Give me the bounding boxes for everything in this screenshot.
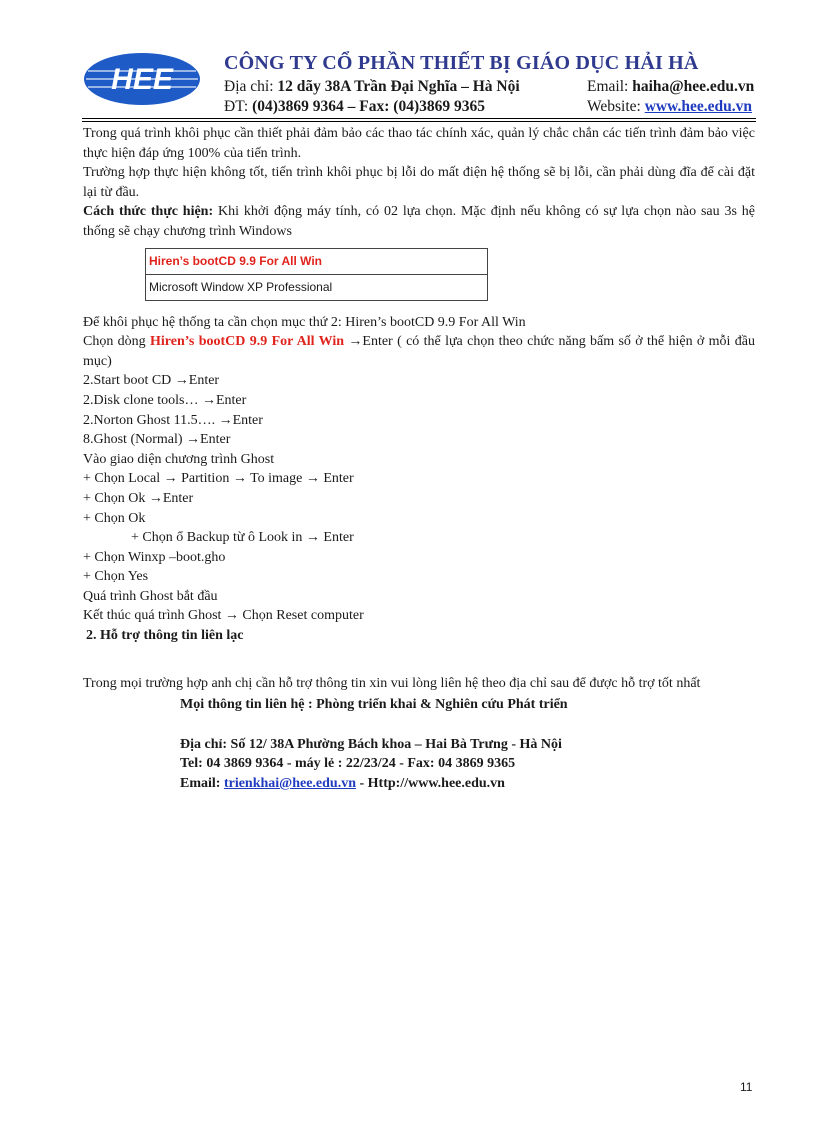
step-item: + Chọn ổ Backup từ ô Look in → Enter <box>131 530 354 546</box>
contact-website: - Http://www.hee.edu.vn <box>359 776 505 792</box>
email-line <box>587 78 754 96</box>
step-item: + Chọn Ok →Enter <box>83 490 194 506</box>
contact-email-label: Email: <box>180 776 221 792</box>
step-item: + Chọn Ok <box>83 510 146 526</box>
step-item: Vào giao diện chương trình Ghost <box>83 451 275 467</box>
email-label: Email: <box>587 78 629 95</box>
contact-address: Địa chỉ: Số 12/ 38A Phường Bách khoa – Hai Bà Trưng - Hà Nội <box>180 736 562 752</box>
phone-value: (04)3869 9364 – Fax: <box>252 98 390 115</box>
paragraph-warning: Trường hợp thực hiện không tốt, tiến trình khôi phục bị lỗi do mất điện hệ thống sẽ bị lỗi, cần phải dùng đĩa để cài đặt lại từ đầu. <box>83 165 755 200</box>
select-hirens-highlight: Hiren’s bootCD 9.9 For All Win <box>150 334 345 350</box>
logo-text: HEE <box>111 63 173 96</box>
paragraph-intro: Trong quá trình khôi phục cần thiết phải đảm bảo các thao tác chính xác, quản lý chắc chắn các tiến trình đảm bảo việc thực hiện đáp ứng 100% của tiến trình. <box>83 126 755 161</box>
website-label: Website: <box>587 98 641 115</box>
website-line <box>587 98 752 116</box>
contact-title: Mọi thông tin liên hệ : Phòng triển khai & Nghiên cứu Phát triển <box>180 697 568 713</box>
header-rule <box>82 118 756 119</box>
step-item: 2.Norton Ghost 11.5…. →Enter <box>83 412 263 428</box>
step-item: + Chọn Yes <box>83 569 149 585</box>
address-line <box>224 78 520 96</box>
paragraph-select-line <box>83 332 755 371</box>
step-item: Kết thúc quá trình Ghost → Chọn Reset computer <box>83 608 364 624</box>
step-item: 2.Disk clone tools… →Enter <box>83 392 247 408</box>
contact-email-line <box>180 774 755 794</box>
select-post: →Enter ( có thể lựa chọn theo chức năng bấm số ở thể hiện ở mỗi đầu mục) <box>83 334 755 369</box>
support-paragraph: Trong mọi trường hợp anh chị cần hỗ trợ thông tin xin vui lòng liên hệ theo địa chỉ sau để được hỗ trợ tốt nhất <box>83 675 701 691</box>
step-item: 2.Start boot CD →Enter <box>83 373 220 389</box>
contact-email-link[interactable]: trienkhai@hee.edu.vn <box>223 776 356 792</box>
section-title: 2. Hỗ trợ thông tin liên lạc <box>86 628 244 644</box>
phone-label: ĐT: <box>224 98 249 115</box>
hee-logo <box>82 51 202 107</box>
step-item: 8.Ghost (Normal) →Enter <box>83 432 231 448</box>
fax-value: (04)3869 9365 <box>393 98 485 115</box>
step-item: + Chọn Winxp –boot.gho <box>83 549 226 565</box>
page-number: 11 <box>740 1080 753 1094</box>
boot-menu-item-hirens: Hiren’s bootCD 9.9 For All Win <box>149 253 323 268</box>
method-label: Cách thức thực hiện: <box>83 204 214 220</box>
letterhead <box>82 48 774 128</box>
header-rule-thin <box>82 121 756 122</box>
address-value: 12 dãy 38A Trần Đại Nghĩa – Hà Nội <box>277 78 520 95</box>
boot-menu-item-windows-xp: Microsoft Window XP Professional <box>146 274 487 300</box>
select-pre: Chọn dòng <box>83 334 151 350</box>
paragraph-method <box>83 202 755 241</box>
website-link[interactable]: www.hee.edu.vn <box>644 98 752 115</box>
step-item: Quá trình Ghost bắt đầu <box>83 588 218 604</box>
address-label: Địa chỉ: <box>224 78 274 95</box>
email-value: haiha@hee.edu.vn <box>632 78 755 95</box>
document-body <box>83 124 755 794</box>
boot-menu <box>145 248 488 301</box>
phone-line <box>224 98 485 116</box>
method-text: Khi khởi động máy tính, có 02 lựa chọn. Mặc định nếu không có sự lựa chọn nào sau 3s hệ thống sẽ chạy chương trình Windows <box>83 204 756 239</box>
paragraph-select-item: Để khôi phục hệ thống ta cần chọn mục thứ 2: Hiren’s bootCD 9.9 For All Win <box>83 314 526 330</box>
contact-phone: Tel: 04 3869 9364 - máy lẻ : 22/23/24 - Fax: 04 3869 9365 <box>180 756 516 772</box>
company-name: CÔNG TY CỔ PHẦN THIẾT BỊ GIÁO DỤC HẢI HÀ <box>224 52 699 74</box>
step-item: + Chọn Local → Partition → To image → Enter <box>83 471 354 487</box>
